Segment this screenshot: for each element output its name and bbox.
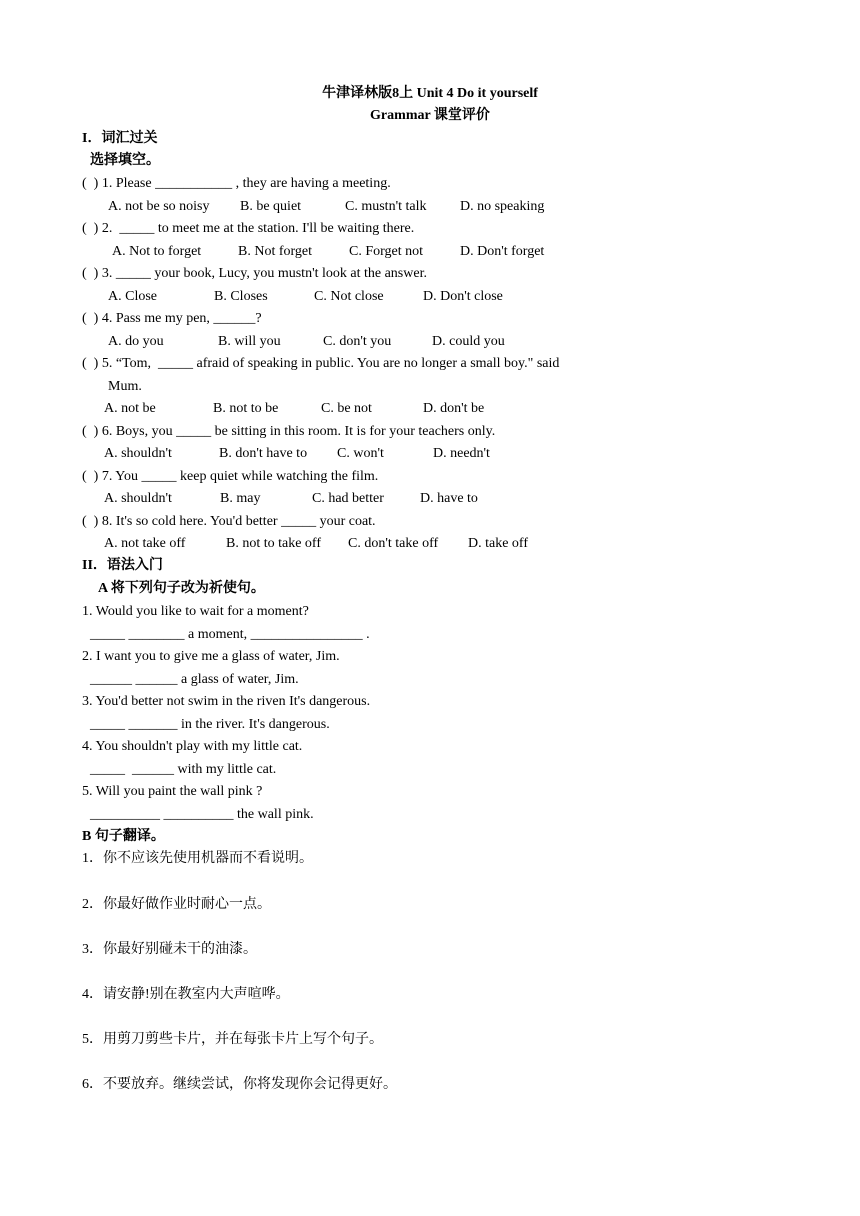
question-2-option-d: D. Don't forget bbox=[460, 244, 545, 259]
part-a-answer-4: _____ ______ with my little cat. bbox=[90, 762, 277, 777]
question-6-option-b: B. don't have to bbox=[219, 446, 308, 461]
part-a-answer-3: _____ _______ in the river. It's dangerous. bbox=[90, 717, 330, 732]
question-3-stem: ( ) 3. _____ your book, Lucy, you mustn't look at the answer. bbox=[82, 266, 427, 281]
question-6-option-c: C. won't bbox=[337, 446, 384, 461]
part-a-sentence-2: 2. I want you to give me a glass of water, Jim. bbox=[82, 649, 340, 664]
question-3-option-c: C. Not close bbox=[314, 289, 384, 304]
question-1-option-d: D. no speaking bbox=[460, 199, 545, 214]
section-1-subheading: 选择填空。 bbox=[90, 153, 160, 168]
question-2-option-c: C. Forget not bbox=[349, 244, 424, 259]
question-4-option-b: B. will you bbox=[218, 334, 281, 349]
question-7-stem: ( ) 7. You _____ keep quiet while watching the film. bbox=[82, 469, 379, 484]
part-b-item-5: 5．用剪刀剪些卡片，并在每张卡片上写个句子。 bbox=[82, 1032, 383, 1047]
question-5-option-a: A. not be bbox=[104, 401, 156, 416]
part-a-heading: A 将下列句子改为祈使句。 bbox=[98, 581, 265, 596]
part-a-sentence-5: 5. Will you paint the wall pink ? bbox=[82, 784, 263, 799]
part-a-sentence-3: 3. You'd better not swim in the riven It's dangerous. bbox=[82, 694, 371, 709]
question-7-option-a: A. shouldn't bbox=[104, 491, 172, 506]
part-a-answer-1: _____ ________ a moment, ________________ . bbox=[90, 627, 370, 642]
question-2-stem: ( ) 2. _____ to meet me at the station. I'll be waiting there. bbox=[82, 221, 415, 236]
question-3-option-d: D. Don't close bbox=[423, 289, 503, 304]
question-2-option-b: B. Not forget bbox=[238, 244, 313, 259]
section-2-heading: II．语法入门 bbox=[82, 558, 163, 573]
part-b-item-2: 2．你最好做作业时耐心一点。 bbox=[82, 897, 271, 912]
question-4-option-a: A. do you bbox=[108, 334, 164, 349]
question-2-option-a: A. Not to forget bbox=[112, 244, 202, 259]
question-1-option-a: A. not be so noisy bbox=[108, 199, 210, 214]
question-8-stem: ( ) 8. It's so cold here. You'd better _____ your coat. bbox=[82, 514, 376, 529]
question-5-option-b: B. not to be bbox=[213, 401, 279, 416]
question-7-option-d: D. have to bbox=[420, 491, 478, 506]
question-4-stem: ( ) 4. Pass me my pen, ______? bbox=[82, 311, 262, 326]
question-4-option-d: D. could you bbox=[432, 334, 505, 349]
part-a-sentence-1: 1. Would you like to wait for a moment? bbox=[82, 604, 309, 619]
question-1-stem: ( ) 1. Please ___________ , they are having a meeting. bbox=[82, 176, 391, 191]
question-6-option-d: D. needn't bbox=[433, 446, 490, 461]
question-6-option-a: A. shouldn't bbox=[104, 446, 172, 461]
section-1-heading: I．词汇过关 bbox=[82, 131, 158, 146]
question-1-option-b: B. be quiet bbox=[240, 199, 302, 214]
question-3-option-a: A. Close bbox=[108, 289, 157, 304]
part-b-item-6: 6．不要放弃。继续尝试，你将发现你会记得更好。 bbox=[82, 1077, 397, 1092]
part-b-item-1: 1．你不应该先使用机器而不看说明。 bbox=[82, 851, 313, 866]
question-7-option-c: C. had better bbox=[312, 491, 384, 506]
part-b-heading: B 句子翻译。 bbox=[82, 829, 165, 844]
part-a-sentence-4: 4. You shouldn't play with my little cat. bbox=[82, 739, 303, 754]
question-8-option-d: D. take off bbox=[468, 536, 528, 551]
page-title: 牛津译林版8上 Unit 4 Do it yourself bbox=[322, 86, 538, 101]
question-5-stem: ( ) 5. “Tom, _____ afraid of speaking in public. You are no longer a small boy." said bbox=[82, 356, 560, 371]
question-8-option-a: A. not take off bbox=[104, 536, 186, 551]
question-8-option-c: C. don't take off bbox=[348, 536, 439, 551]
part-a-answer-2: ______ ______ a glass of water, Jim. bbox=[90, 672, 299, 687]
question-7-option-b: B. may bbox=[220, 491, 261, 506]
question-1-option-c: C. mustn't talk bbox=[345, 199, 427, 214]
question-5-stem-continued: Mum. bbox=[108, 379, 142, 394]
question-6-stem: ( ) 6. Boys, you _____ be sitting in this room. It is for your teachers only. bbox=[82, 424, 496, 439]
part-b-item-4: 4．请安静!别在教室内大声喧哗。 bbox=[82, 987, 290, 1002]
part-a-answer-5: __________ __________ the wall pink. bbox=[90, 807, 314, 822]
question-5-option-c: C. be not bbox=[321, 401, 372, 416]
page-subtitle: Grammar 课堂评价 bbox=[370, 108, 490, 123]
question-5-option-d: D. don't be bbox=[423, 401, 485, 416]
question-8-option-b: B. not to take off bbox=[226, 536, 322, 551]
part-b-item-3: 3．你最好别碰未干的油漆。 bbox=[82, 942, 257, 957]
question-3-option-b: B. Closes bbox=[214, 289, 268, 304]
question-4-option-c: C. don't you bbox=[323, 334, 392, 349]
